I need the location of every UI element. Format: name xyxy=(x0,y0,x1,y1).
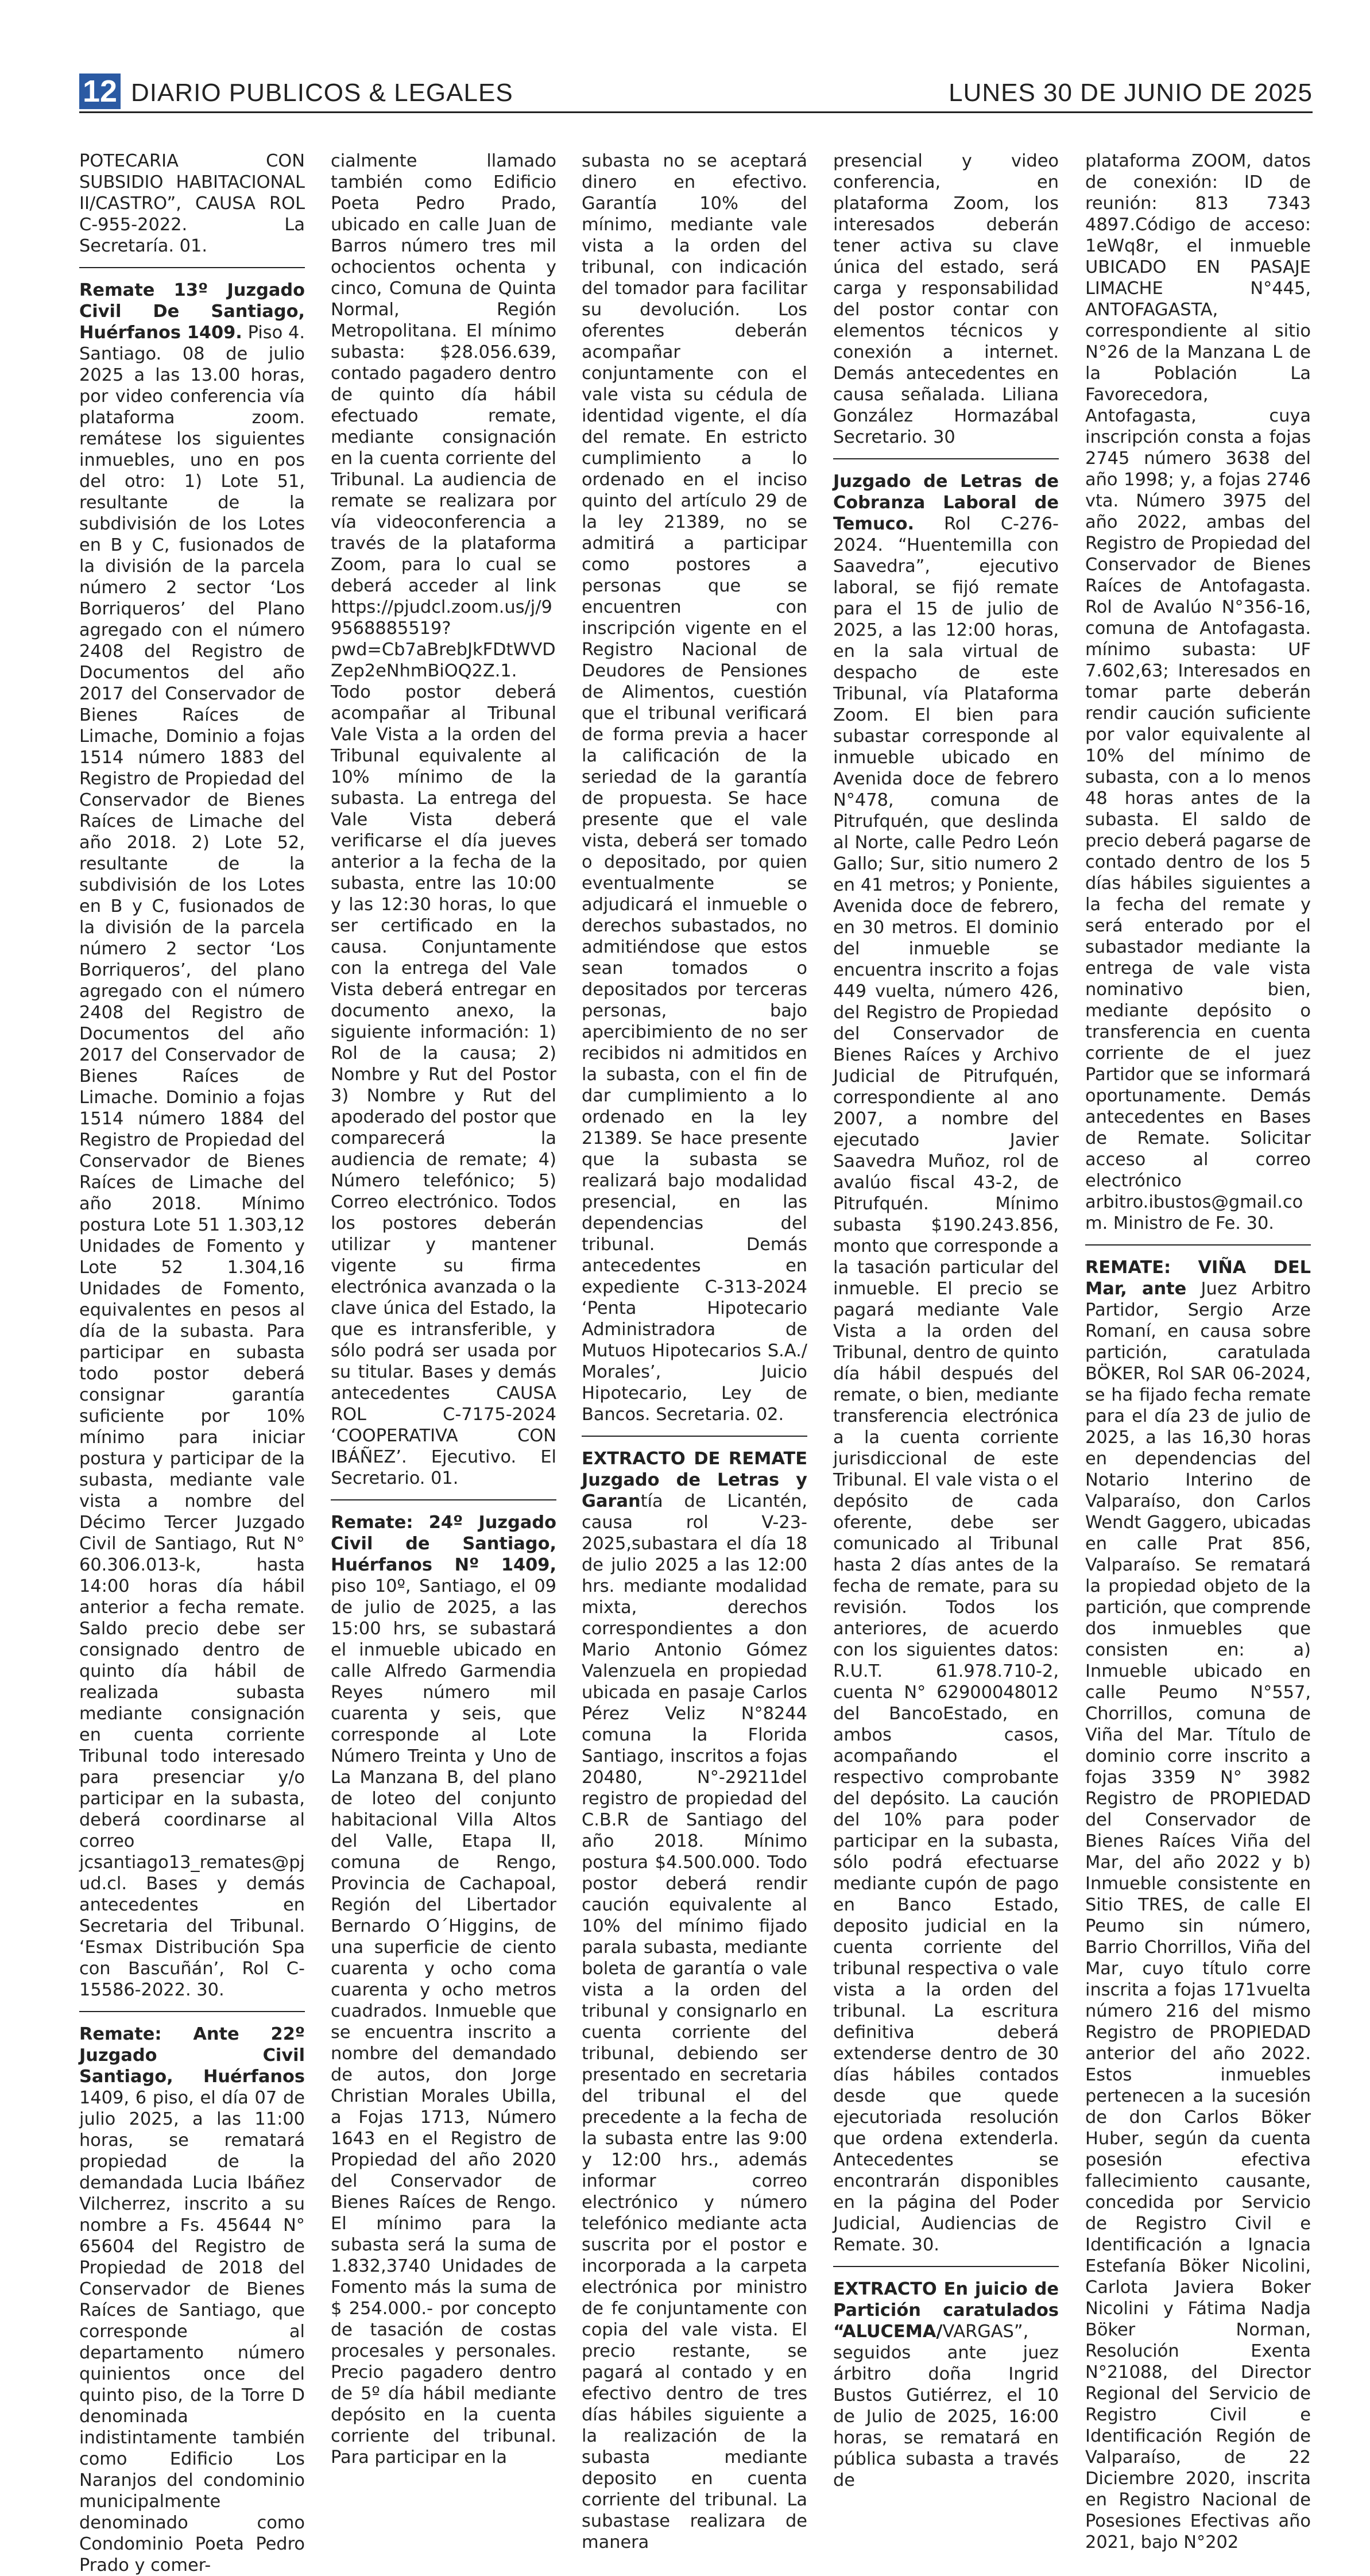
notice-divider xyxy=(833,458,1059,459)
notice-text: cialmente llamado también como Edificio Poeta Pedro Prado, ubicado en calle Juan de Barros número tres mil ochocientos ochenta y cinco, Comuna de Quinta Normal, Región Metropolitana. El mínimo subasta: $28.056.639, contado pagadero dentro de quinto día hábil efectuado remate, mediante consignación en la cuenta corriente del Tribunal. La audiencia de remate se realizara por vía videoconferencia a través de la plataforma Zoom, para lo cual se deberá acceder al link https://pjudcl.zoom.us/j/99568885519?pwd=Cb7aBrebJkFDtWVDZep2eNhmBiOQ2Z.1. Todo postor deberá acompañar al Tribunal Vale Vista a la orden del Tribunal equivalente al 10% mínimo de la subasta. La entrega del Vale Vista deberá verificarse el día jueves anterior a la fecha de la subasta, entre las 10:00 y las 12:30 horas, lo que ser certificado en la causa. Conjuntamente con la entrega del Vale Vista deberá entregar en documento anexo, la siguiente información: 1) Rol de la causa; 2) Nombre y Rut del Postor 3) Nombre y Rut del apoderado del postor que comparecerá la audiencia de remate; 4) Número telefónico; 5) Correo electrónico. Todos los postores deberán utilizar y mantener vigente su firma electrónica avanzada o la clave única del Estado, la que es intransferible, y sólo podrá ser usada por su titular. Bases y demás antecedentes CAUSA ROL C-7175-2024 ‘COOPERATIVA CON IBÁÑEZ’. Ejecutivo. El Secretario. 01. xyxy=(331,151,556,1488)
notice-text: Juez Arbitro Partidor, Sergio Arze Romaní, en causa sobre partición, caratulada BÖKER, Rol SAR 06-2024, se ha fijado fecha remate para el día 23 de julio de 2025, a las 16,30 horas en dependencias del Notario Interino de Valparaíso, don Carlos Wendt Gaggero, ubicadas en calle Prat 856, Valparaíso. Se rematará la propiedad objeto de la partición, que comprende dos inmuebles que consisten en: a) Inmueble ubicado en calle Peumo N°557, Chorrillos, comuna de Viña del Mar. Título de dominio corre inscrito a fojas 3359 N° 3982 Registro de PROPIEDAD del Conservador de Bienes Raíces Viña del Mar, del año 2022 y b) Inmueble consistente en Sitio TRES, de calle El Peumo sin número, Barrio Chorrillos, Viña del Mar, cuyo título corre inscrita a fojas 171vuelta número 216 del mismo Registro de PROPIEDAD anterior del año 2022. Estos inmuebles pertenecen a la sucesión de don Carlos Böker Huber, según da cuenta posesión efectiva fallecimiento causante, concedida por Servicio de Registro Civil e Identificación a Ignacia Estefanía Böker Nicolini, Carlota Javiera Boker Nicolini y Fátima Nadja Böker Norman, Resolución Exenta N°21088, del Director Regional del Servicio de Registro Civil e Identificación Región de Valparaíso, de 22 Diciembre 2020, inscrita en Registro Nacional de Posesiones Efectivas año 2021, bajo N°202 xyxy=(1085,1279,1311,2552)
page-number: 12 xyxy=(79,74,121,109)
notice-text: presencial y video conferencia, en plataforma Zoom, los interesados deberán tener activa su clave única del estado, será carga y responsabilidad del postor contar con elementos técnicos y conexión a internet. Demás antecedentes en causa señalada. Liliana González Hormazábal Secretario. 30 xyxy=(833,151,1059,447)
page-header xyxy=(79,74,1313,109)
notice-text: piso 10º, Santiago, el 09 de julio de 2025, a las 15:00 hrs, se subastará el inmueble ubicado en calle Alfredo Garmendia Reyes número mil cuarenta y seis, que corresponde al Lote Número Treinta y Uno de La Manzana B, del plano de loteo del conjunto habitacional Villa Altos del Valle, Etapa II, comuna de Rengo, Provincia de Cachapoal, Región del Libertador Bernardo O´Higgins, de una superficie de ciento cuarenta y ocho coma cuarenta y ocho metros cuadrados. Inmueble que se encuentra inscrito a nombre del demandado de autos, don Jorge Christian Morales Ubilla, a Fojas 1713, Número 1643 en el Registro de Propiedad del año 2020 del Conservador de Bienes Raíces de Rengo. El mínimo para la subasta será la suma de 1.832,3740 Unidades de Fomento más la suma de $ 254.000.- por concepto de tasación de costas procesales y personales. Precio pagadero dentro de 5º día hábil mediante depósito en la cuenta corriente del tribunal. Para participar en la xyxy=(331,1576,556,2467)
notice-text: Rol C-276-2024. “Huentemilla con Saavedra”, ejecutivo laboral, se fijó remate para el 15 de julio de 2025, a las 12:00 horas, en la sala virtual de despacho de este Tribunal, vía Plataforma Zoom. El bien para subastar corresponde al inmueble ubicado en Avenida doce de febrero N°478, comuna de Pitrufquén, que deslinda al Norte, calle Pedro León Gallo; Sur, sitio numero 2 en 41 metros; y Poniente, Avenida doce de febrero, en 30 metros. El dominio del inmueble se encuentra inscrito a fojas 449 vuelta, número 426, del Registro de Propiedad del Conservador de Bienes Raíces y Archivo Judicial de Pitrufquén, correspondiente al ano 2007, a nombre del ejecutado Javier Saavedra Muñoz, rol de avalúo fiscal 43-2, de Pitrufquén. Mínimo subasta $190.243.856, monto que corresponde a la tasación particular del inmueble. El precio se pagará mediante Vale Vista a la orden del Tribunal, dentro de quinto día hábil después del remate, o bien, mediante transferencia electrónica a la cuenta corriente jurisdiccional de este Tribunal. El vale vista o el depósito de cada oferente, debe ser comunicado al Tribunal hasta 2 días antes de la fecha de remate, para su revisión. Todos los anteriores, de acuerdo con los siguientes datos: R.U.T. 61.978.710-2, cuenta N° 62900048012 del BancoEstado, en ambos casos, acompañando el respectivo comprobante del depósito. La caución del 10% para poder participar en la subasta, sólo podrá efectuarse mediante cupón de pago en Banco Estado, deposito judicial en la cuenta corriente del tribunal respectiva o vale vista a la orden del tribunal. La escritura definitiva deberá extenderse dentro de 30 días hábiles contados desde que quede ejecutoriada resolución que ordena extenderla. Antecedentes se encontrarán disponibles en la página del Poder Judicial, Audiencias de Remate. 30. xyxy=(833,514,1059,2255)
notice-divider xyxy=(833,2266,1059,2267)
column-2 xyxy=(331,150,556,2467)
notice-heading: Juzgado de Letras de Cobranza Laboral de Temuco. xyxy=(833,471,1059,534)
publication-title: DIARIO PUBLICOS & LEGALES xyxy=(131,79,513,107)
notice-divider xyxy=(1085,1244,1311,1246)
notice-text: POTECARIA CON SUBSIDIO HABITACIONAL II/CASTRO”, CAUSA ROL C-955-2022. La Secretaría. 01. xyxy=(79,151,305,256)
notice-text: subasta no se aceptará dinero en efectivo. Garantía 10% del mínimo, mediante vale vista a la orden del tribunal, con indicación del tomador para facilitar su devolución. Los oferentes deberán acompañar conjuntamente con el vale vista su cédula de identidad vigente, el día del remate. En estricto cumplimiento a lo ordenado en el inciso quinto del artículo 29 de la ley 21389, no se admitirá a participar como postores a personas que se encuentren con inscripción vigente en el Registro Nacional de Deudores de Pensiones de Alimentos, cuestión que el tribunal verificará de forma previa a hacer la calificación de la seriedad de la garantía de propuesta. Se hace presente que el vale vista, deberá ser tomado o depositado, por quien eventualmente se adjudicará el inmueble o derechos subastados, no admitiéndose que estos sean tomados o depositados por terceras personas, bajo apercibimiento de no ser recibidos ni admitidos en la subasta, con el fin de dar cumplimiento a lo ordenado en la ley 21389. Se hace presente que la subasta se realizará bajo modalidad presencial, en las dependencias del tribunal. Demás antecedentes en expediente C-313-2024 ‘Penta Hipotecario Administradora de Mutuos Hipotecarios S.A./ Morales’, Juicio Hipotecario, Ley de Bancos. Secretaria. 02. xyxy=(582,151,807,1425)
notice xyxy=(1085,150,1311,1234)
notice xyxy=(582,150,807,1425)
notice xyxy=(1085,1257,1311,2553)
notice-heading: Remate: 24º Juzgado Civil de Santiago, Huérfanos Nº 1409, xyxy=(331,1513,556,1575)
notice-text: VARGAS”, seguidos ante juez árbitro doña Ingrid Bustos Gutiérrez, el 10 de Julio de 2025, 16:00 horas, se rematará en pública subasta a través de xyxy=(833,2322,1059,2490)
notice xyxy=(331,1512,556,2468)
notice-heading: Remate: Ante 22º Juzgado Civil Santiago, Huérfanos xyxy=(79,2024,305,2087)
notice-text: tía de Licantén, causa rol V-23-2025,subastara el día 18 de julio 2025 a las 12:00 hrs. mediante modalidad mixta, derechos correspondientes a don Mario Antonio Gómez Valenzuela en propiedad ubicada en pasaje Carlos Pérez Veliz N°8244 comuna la Florida Santiago, inscritos a fojas 20480, N°-29211del registro de propiedad del C.B.R de Santiago del año 2018. Mínimo postura $4.500.000. Todo postor deberá rendir caución equivalente al 10% del mínimo fijado paraIa subasta, mediante boleta de garantía o vale vista a la orden del tribunal y consignarlo en cuenta corriente del tribunal, debiendo ser presentado en secretaria del tribunal el del precedente a la fecha de la subasta entre las 9:00 y 12:00 hrs., además informar correo electrónico y número telefónico mediante acta suscrita por el postor e incorporada a la carpeta electrónica por ministro de fe conjuntamente con copia del vale vista. El precio restante, se pagará al contado y en efectivo dentro de tres días hábiles siguiente a la realización de la subasta mediante deposito en cuenta corriente del tribunal. La subastase realizara de manera xyxy=(582,1491,807,2552)
notice xyxy=(79,150,305,257)
notice-text: plataforma ZOOM, datos de conexión: ID de reunión: 813 7343 4897.Código de acceso: 1eWq8r, el inmueble UBICADO EN PASAJE LIMACHE N°445, ANTOFAGASTA, correspondiente al sitio N°26 de la Manzana L de la Población La Favorecedora, Antofagasta, cuya inscripción consta a fojas 2745 número 3638 del año 1998; y, a fojas 2746 vta. Número 3975 del año 2022, ambas del Registro de Propiedad del Conservador de Bienes Raíces de Antofagasta. Rol de Avalúo N°356-16, comuna de Antofagasta. mínimo subasta: UF 7.602,63; Interesados en tomar parte deberán rendir caución suficiente por valor equivalente al 10% del mínimo de subasta, con a lo menos 48 horas antes de la subasta. El saldo de precio deberá pagarse de contado dentro de los 5 días hábiles siguientes a la fecha del remate y será enterado por el subastador mediante la entrega de vale vista nominativo bien, mediante depósito o transferencia en cuenta corriente de el juez Partidor que se informará oportunamente. Demás antecedentes en Bases de Remate. Solicitar acceso al correo electrónico arbitro.ibustos@gmail.com. Ministro de Fe. 30. xyxy=(1085,151,1311,1233)
notice xyxy=(833,2279,1059,2491)
notice-heading: REMATE: VIÑA DEL Mar, ante xyxy=(1085,1258,1311,1299)
notice-heading: EXTRACTO En juicio de Partición caratulados “ALUCEMA/ xyxy=(833,2279,1059,2342)
notice-text: 1409, 6 piso, el día 07 de julio 2025, a las 11:00 horas, se rematará propiedad de la demandada Lucia Ibáñez Vilcherrez, inscrito a su nombre a Fs. 45644 N° 65604 del Registro de Propiedad de 2018 del Conservador de Bienes Raíces de Santiago, que corresponde al departamento número quinientos once del quinto piso, de la Torre D denominada indistintamente también como Edificio Los Naranjos del condominio municipalmente denominado como Condominio Poeta Pedro Prado y comer- xyxy=(79,2088,305,2575)
notice-text: Piso 4. Santiago. 08 de julio 2025 a las 13.00 horas, por video conferencia vía plataforma zoom. remátese los siguientes inmuebles, uno en pos del otro: 1) Lote 51, resultante de la subdivisión de los Lotes en B y C, fusionados de la división de la parcela número 2 sector ‘Los Borriqueros’ del Plano agregado con el número 2408 del Registro de Documentos del año 2017 del Conservador de Bienes Raíces de Limache, Dominio a fojas 1514 número 1883 del Registro de Propiedad del Conservador de Bienes Raíces de Limache del año 2018. 2) Lote 52, resultante de la subdivisión de los Lotes en B y C, fusionados de la división de la parcela número 2 sector ‘Los Borriqueros’, del plano agregado con el número 2408 del Registro de Documentos del año 2017 del Conservador de Bienes Raíces de Limache. Dominio a fojas 1514 número 1884 del Registro de Propiedad del Conservador de Bienes Raíces de Limache del año 2018. Mínimo postura Lote 51 1.303,12 Unidades de Fomento y Lote 52 1.304,16 Unidades de Fomento, equivalentes en pesos al día de la subasta. Para participar en subasta todo postor deberá consignar garantía suficiente por 10% mínimo para iniciar postura y participar de la subasta, mediante vale vista a nombre del Décimo Tercer Juzgado Civil de Santiago, Rut N° 60.306.013-k, hasta 14:00 horas día hábil anterior a fecha remate. Saldo precio debe ser consignado dentro de quinto día hábil de realizada subasta mediante consignación en cuenta corriente Tribunal todo interesado para presenciar y/o participar en la subasta, deberá coordinarse al correo jcsantiago13_remates@pjud.cl. Bases y demás antecedentes en Secretaria del Tribunal. ‘Esmax Distribución Spa con Bascuñán’, Rol C-15586-2022. 30. xyxy=(79,323,305,2000)
notice-divider xyxy=(582,1436,807,1437)
column-3 xyxy=(582,150,807,2552)
notice-heading: Remate 13º Juzgado Civil De Santiago, Huérfanos 1409. xyxy=(79,280,305,343)
notice xyxy=(79,280,305,2001)
notice-heading: EXTRACTO DE REMATE Juzgado de Letras y Garan xyxy=(582,1449,807,1511)
notice-divider xyxy=(331,1499,556,1500)
notice xyxy=(833,150,1059,448)
column-5 xyxy=(1085,150,1311,2552)
notice xyxy=(833,471,1059,2256)
notice xyxy=(331,150,556,1489)
header-rule xyxy=(79,111,1313,113)
issue-date: LUNES 30 DE JUNIO DE 2025 xyxy=(949,79,1313,107)
notice xyxy=(582,1448,807,2553)
column-1 xyxy=(79,150,305,2575)
notice-divider xyxy=(79,267,305,268)
notice xyxy=(79,2024,305,2576)
notice-divider xyxy=(79,2011,305,2012)
column-4 xyxy=(833,150,1059,2490)
